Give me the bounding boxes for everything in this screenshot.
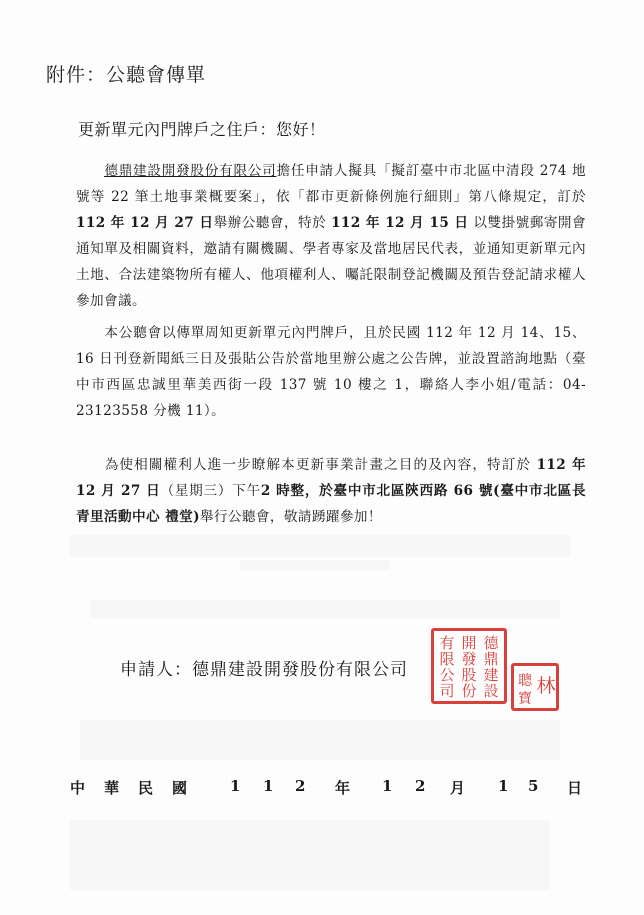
meeting-time-place: 2 時整，於臺中市北區陝西路 66 號(臺中市北區長青里活動中心 禮堂) — [76, 483, 586, 525]
seal-glyph: 開 — [461, 634, 477, 652]
seal-glyph: 份 — [461, 682, 477, 700]
seal-glyph: 鼎 — [483, 650, 499, 668]
mailing-date: 112 年 12 月 15 日 — [331, 215, 469, 231]
roc-date — [70, 777, 583, 803]
seal-glyph: 建 — [483, 666, 499, 684]
date-char: 日 — [567, 779, 583, 797]
date-char: 5 — [528, 777, 539, 795]
seal-glyph: 司 — [439, 682, 455, 700]
paragraph-text: 舉辦公聽會，特於 — [213, 215, 327, 231]
paragraph-text: 為使相關權利人進一步瞭解本更新事業計畫之目的及內容，特訂於 — [104, 457, 532, 473]
applicant-line: 申請人：德鼎建設開發股份有限公司 — [120, 660, 408, 680]
paragraph-text: （星期三）下午 — [160, 483, 261, 499]
date-char: 1 — [230, 777, 241, 795]
seal-glyph: 公 — [439, 666, 455, 684]
paragraph-text: 本公聽會以傳單周知更新單元內門牌戶，且於民國 112 年 12 月 14、15、16 日刊登新聞紙三日及張貼公告於當地里辦公處之公告牌，並設置諮詢地點（臺中市西區忠誠里華美西街一段 137 號 10 樓之 1，聯絡人李小姐/電話：04-23123558 分機 11）。 — [76, 325, 586, 419]
scan-shadow — [80, 720, 560, 760]
date-char: 國 — [172, 779, 188, 797]
company-name: 德鼎建設開發股份有限公司 — [104, 163, 277, 179]
date-char: 民 — [138, 779, 154, 797]
seal-glyph: 林 — [536, 675, 556, 697]
date-char: 華 — [104, 779, 120, 797]
seal-glyph: 股 — [461, 666, 477, 684]
date-char: 月 — [450, 779, 466, 797]
greeting-line: 更新單元內門牌戶之住戶：您好！ — [78, 120, 326, 139]
date-char: 1 — [498, 777, 509, 795]
paragraph-text: 舉行公聽會，敬請踴躍參加！ — [199, 509, 382, 525]
scan-shadow — [240, 560, 390, 570]
date-char: 2 — [295, 777, 306, 795]
date-char: 年 — [335, 779, 351, 797]
paragraph-text: 擔任申請人擬具「擬訂臺中市北區中清段 274 地號等 22 筆土地事業概要案」，依「都市更新條例施行細則」第八條規定，訂於 — [76, 163, 586, 205]
date-char: 2 — [415, 777, 426, 795]
seal-glyph: 發 — [461, 650, 477, 668]
seal-glyph: 設 — [483, 682, 499, 700]
representative-seal — [511, 663, 559, 711]
date-char: 中 — [70, 779, 86, 797]
paragraph-meeting — [76, 452, 586, 530]
scan-shadow — [70, 535, 570, 557]
meeting-date: 112 年 12 月 27 日 — [76, 457, 586, 499]
company-seal — [431, 628, 507, 704]
scan-shadow — [70, 820, 550, 890]
date-char: 1 — [263, 777, 274, 795]
date-char: 1 — [382, 777, 393, 795]
hearing-date: 112 年 12 月 27 日 — [76, 215, 214, 231]
paragraph-publicity — [76, 320, 586, 424]
seal-glyph: 聰 — [518, 673, 532, 689]
paragraph-text: 以雙掛號郵寄開會通知單及相關資料，邀請有關機關、學者專家及當地居民代表，並通知更新單元內土地、合法建築物所有權人、他項權利人、囑託限制登記機關及預告登記請求權人參加會議。 — [76, 215, 587, 309]
seal-glyph: 德 — [483, 634, 499, 652]
seal-glyph: 寶 — [518, 691, 532, 707]
scan-shadow — [90, 600, 560, 618]
attachment-heading: 附件：公聽會傳單 — [46, 64, 207, 86]
paragraph-notice — [76, 158, 586, 314]
seal-glyph: 有 — [439, 634, 455, 652]
seal-glyph: 限 — [439, 650, 455, 668]
